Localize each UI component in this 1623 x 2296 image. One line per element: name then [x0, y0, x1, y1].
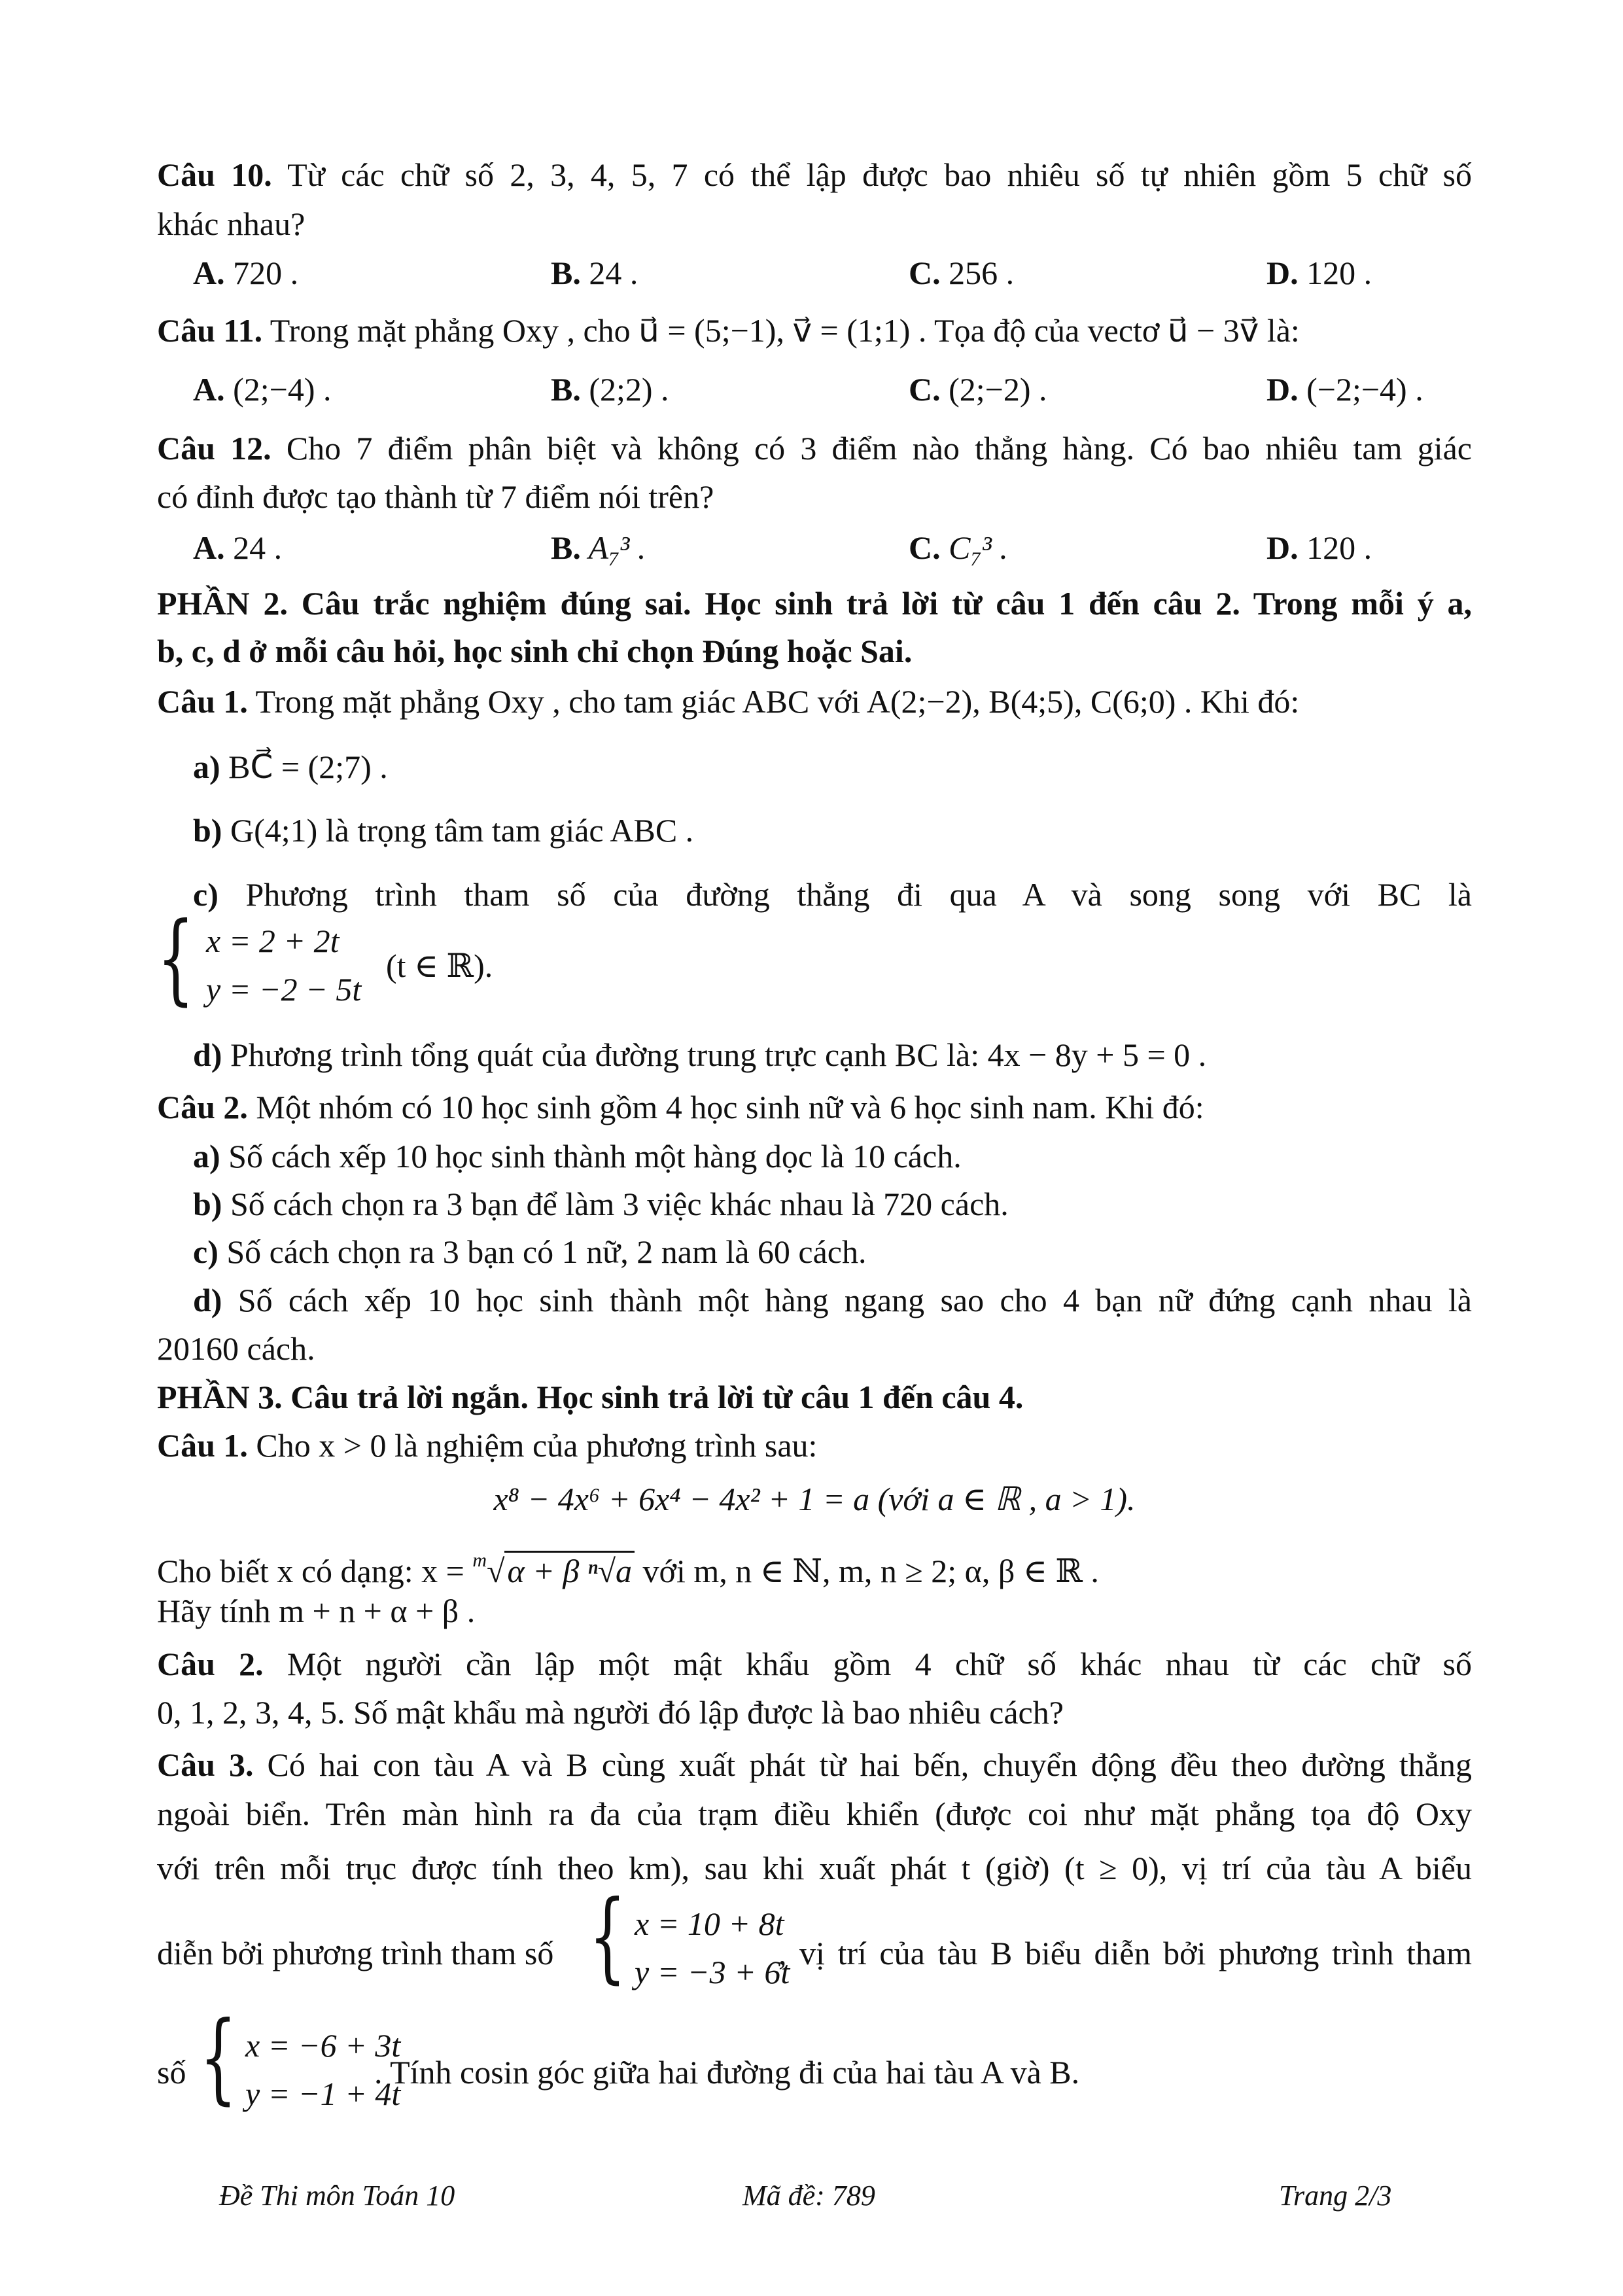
part2-heading-line1: PHẦN 2. Câu trắc nghiệm đúng sai. Học sinh trả lời từ câu 1 đến câu 2. Trong mỗi ý a, [157, 585, 1472, 622]
p3q3-line5-pre: số [157, 2054, 186, 2091]
footer-exam-code: Mã đề: 789 [742, 2180, 875, 2212]
p2q2-label: Câu 2. [157, 1089, 248, 1125]
q11-label: Câu 11. [157, 312, 263, 349]
p3q3-label: Câu 3. [157, 1746, 254, 1783]
q12-option-d: D. 120 . [1266, 529, 1372, 566]
p3q2-label: Câu 2. [157, 1646, 264, 1682]
p3q3-line2: ngoài biển. Trên màn hình ra đa của trạm điều khiển (được coi như mặt phẳng tọa độ Oxy [157, 1795, 1472, 1832]
q10-line1: Câu 10. Từ các chữ số 2, 3, 4, 5, 7 có thể lập được bao nhiêu số tự nhiên gồm 5 chữ số [157, 156, 1473, 193]
p2q1-system-row2: y = −2 − 5t [206, 971, 362, 1008]
p3q3-line3: với trên mỗi trục được tính theo km), sau khi xuất phát t (giờ) (t ≥ 0), vị trí của tàu A biểu [157, 1850, 1472, 1886]
p2q1-system-brace: { [157, 902, 195, 1016]
p2q2-stem: Câu 2. Một nhóm có 10 học sinh gồm 4 học sinh nữ và 6 học sinh nam. Khi đó: [157, 1089, 1204, 1125]
footer-page-number: Trang 2/3 [1279, 2180, 1392, 2212]
q10-line2: khác nhau? [157, 205, 305, 242]
footer-subject: Đề Thi môn Toán 10 [219, 2180, 455, 2212]
p3q3-system-a-row2: y = −3 + 6t [635, 1954, 790, 1990]
p3q1-root: $^m$√α + β ⁿ√a [472, 1536, 635, 1595]
p2q2-item-c: c) Số cách chọn ra 3 bạn có 1 nữ, 2 nam là 60 cách. [193, 1233, 867, 1270]
p2q2-item-d-line1: d) Số cách xếp 10 học sinh thành một hàng ngang sao cho 4 bạn nữ đứng cạnh nhau là [193, 1282, 1472, 1318]
q11-option-c: C. (2;−2) . [909, 371, 1047, 408]
p3q1-equation: x⁸ − 4x⁶ + 6x⁴ − 4x² + 1 = a (với a ∈ ℝ , a > 1). [493, 1481, 1136, 1517]
p3q3-line1: Câu 3. Có hai con tàu A và B cùng xuất phát từ hai bến, chuyển động đều theo đường thẳng [157, 1746, 1472, 1783]
p3q3-line4-post: , vị trí của tàu B biểu diễn bởi phương trình tham [778, 1935, 1472, 1971]
p2q1-system-row1: x = 2 + 2t [206, 923, 340, 959]
q10-option-c: C. 256 . [909, 255, 1015, 291]
q12-line1: Câu 12. Cho 7 điểm phân biệt và không có 3 điểm nào thẳng hàng. Có bao nhiêu tam giác [157, 430, 1472, 467]
p2q1-item-b: b) G(4;1) là trọng tâm tam giác ABC . [193, 812, 694, 849]
p2q1-item-c: c) Phương trình tham số của đường thẳng đi qua A và song song với BC là [193, 876, 1472, 913]
p3q2-line1: Câu 2. Một người cần lập một mật khẩu gồm 4 chữ số khác nhau từ các chữ số [157, 1646, 1472, 1682]
p2q1-item-d: d) Phương trình tổng quát của đường trung trực cạnh BC là: 4x − 8y + 5 = 0 . [193, 1036, 1207, 1073]
p2q2-item-b: b) Số cách chọn ra 3 bạn để làm 3 việc khác nhau là 720 cách. [193, 1186, 1009, 1222]
part2-heading-line2: b, c, d ở mỗi câu hỏi, học sinh chỉ chọn Đúng hoặc Sai. [157, 633, 913, 669]
p3q3-system-a-brace: { [589, 1880, 627, 1994]
p3q3-system-b-row2: y = −1 + 4t [245, 2075, 401, 2112]
p3q3-system-b-brace: { [200, 2001, 237, 2115]
q12-label: Câu 12. [157, 430, 271, 467]
p2q2-item-d-line2: 20160 cách. [157, 1330, 315, 1367]
part3-heading: PHẦN 3. Câu trả lời ngắn. Học sinh trả lời từ câu 1 đến câu 4. [157, 1379, 1024, 1415]
p3q3-line5-post: . Tính cosin góc giữa hai đường đi của hai tàu A và B. [374, 2054, 1080, 2091]
q10-label: Câu 10. [157, 156, 272, 193]
p3q1-stem: Câu 1. Cho x > 0 là nghiệm của phương trình sau: [157, 1427, 818, 1464]
p2q2-item-a: a) Số cách xếp 10 học sinh thành một hàng dọc là 10 cách. [193, 1138, 962, 1174]
q11-option-a: A. (2;−4) . [193, 371, 332, 408]
p3q3-line4-pre: diễn bởi phương trình tham số [157, 1935, 554, 1971]
p3q2-line2: 0, 1, 2, 3, 4, 5. Số mật khẩu mà người đó lập được là bao nhiêu cách? [157, 1694, 1064, 1731]
q10-option-b: B. 24 . [551, 255, 638, 291]
p3q1-ask: Hãy tính m + n + α + β . [157, 1593, 476, 1629]
q11-option-b: B. (2;2) . [551, 371, 669, 408]
q11-option-d: D. (−2;−4) . [1266, 371, 1423, 408]
p3q3-system-a-row1: x = 10 + 8t [635, 1905, 784, 1942]
q12-option-c: C. C₇³ . [909, 529, 1008, 566]
p2q1-label: Câu 1. [157, 683, 248, 720]
q12-option-a: A. 24 . [193, 529, 283, 566]
p3q3-system-b-row1: x = −6 + 3t [245, 2027, 401, 2064]
p2q1-item-a: a) BC⃗ = (2;7) . [193, 749, 388, 785]
p3q1-label: Câu 1. [157, 1427, 248, 1464]
p2q1-system-param: (t ∈ ℝ). [386, 947, 493, 984]
p3q1-form: Cho biết x có dạng: x = $^m$√α + β ⁿ√a với m, n ∈ ℕ, m, n ≥ 2; α, β ∈ ℝ . [157, 1536, 1472, 1595]
q10-option-a: A. 720 . [193, 255, 299, 291]
q10-option-d: D. 120 . [1266, 255, 1372, 291]
q12-line2: có đỉnh được tạo thành từ 7 điểm nói trên? [157, 478, 714, 515]
q11-line1: Câu 11. Trong mặt phẳng Oxy , cho u⃗ = (5;−1), v⃗ = (1;1) . Tọa độ của vectơ u⃗ − 3v⃗ là: [157, 312, 1300, 349]
q12-option-b: B. A₇³ . [551, 529, 646, 566]
p2q1-stem: Câu 1. Trong mặt phẳng Oxy , cho tam giác ABC với A(2;−2), B(4;5), C(6;0) . Khi đó: [157, 683, 1300, 720]
